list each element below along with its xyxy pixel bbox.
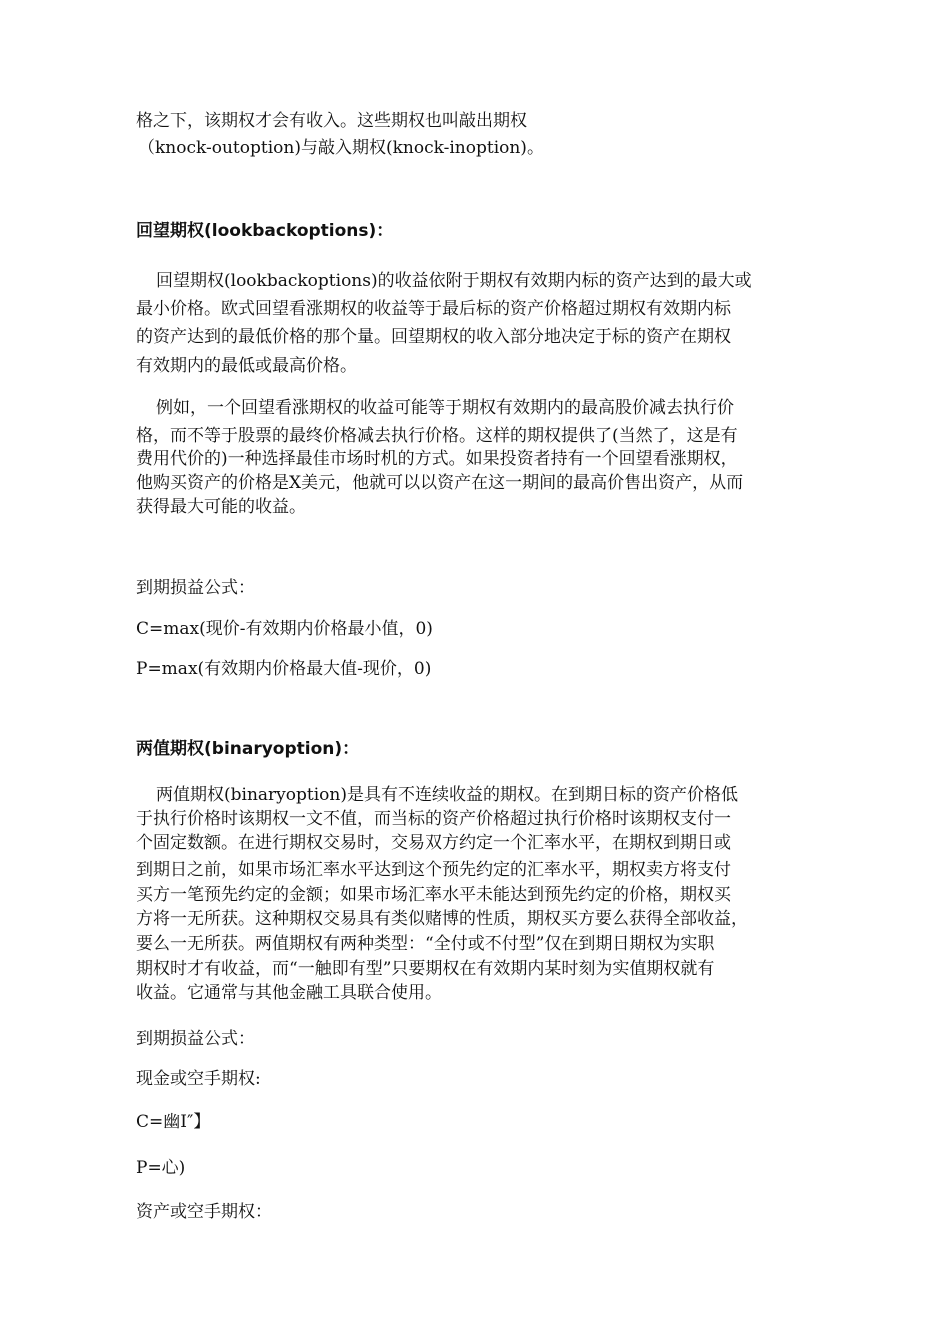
lookback-para1-line-3: 的资产达到的最低价格的那个量。回望期权的收入部分地决定于标的资产在期权 xyxy=(136,327,731,347)
binary-para-line-6: 方将一无所获。这种期权交易具有类似赌博的性质，期权买方要么获得全部收益， xyxy=(136,909,748,929)
binary-heading: 两值期权(binaryoption)： xyxy=(136,739,360,759)
binary-formula-label: 到期损益公式： xyxy=(136,1029,255,1049)
lookback-heading: 回望期权(lookbackoptions)： xyxy=(136,221,394,241)
binary-formula-c: C=幽I″】 xyxy=(136,1112,211,1132)
binary-para-line-2: 于执行价格时该期权一文不值，而当标的资产价格超过执行价格时该期权支付一 xyxy=(136,809,731,829)
lookback-para1-line-4: 有效期内的最低或最高价格。 xyxy=(136,356,357,376)
intro-line-1: 格之下，该期权才会有收入。这些期权也叫敲出期权 xyxy=(136,111,527,131)
binary-para-line-5: 买方一笔预先约定的金额；如果市场汇率水平未能达到预先约定的价格，期权买 xyxy=(136,885,731,905)
binary-para-line-4: 到期日之前，如果市场汇率水平达到这个预先约定的汇率水平，期权卖方将支付 xyxy=(136,860,731,880)
lookback-para2-line-3: 费用代价的)一种选择最佳市场时机的方式。如果投资者持有一个回望看涨期权， xyxy=(136,449,738,469)
binary-para-line-9: 收益。它通常与其他金融工具联合使用。 xyxy=(136,983,442,1003)
lookback-para2-line-4: 他购买资产的价格是X美元，他就可以以资产在这一期间的最高价售出资产，从而 xyxy=(136,473,744,493)
intro-line-2: （knock-outoption)与敲入期权(knock-inoption)。 xyxy=(138,138,544,158)
lookback-formula-p: P=max(有效期内价格最大值-现价，0) xyxy=(136,659,432,679)
lookback-para1-line-1: 回望期权(lookbackoptions)的收益依附于期权有效期内标的资产达到的最大或 xyxy=(156,271,752,291)
lookback-formula-label: 到期损益公式： xyxy=(136,578,255,598)
lookback-para2-line-1: 例如，一个回望看涨期权的收益可能等于期权有效期内的最高股价减去执行价 xyxy=(156,398,734,418)
binary-para-line-8: 期权时才有收益，而“一触即有型”只要期权在有效期内某时刻为实值期权就有 xyxy=(136,959,715,979)
binary-formula-p: P=心) xyxy=(136,1158,186,1178)
binary-para-line-3: 个固定数额。在进行期权交易时，交易双方约定一个汇率水平，在期权到期日或 xyxy=(136,833,731,853)
lookback-para1-line-2: 最小价格。欧式回望看涨期权的收益等于最后标的资产价格超过期权有效期内标 xyxy=(136,299,731,319)
lookback-formula-c: C=max(现价-有效期内价格最小值，0) xyxy=(136,619,433,639)
lookback-para2-line-2: 格，而不等于股票的最终价格减去执行价格。这样的期权提供了(当然了，这是有 xyxy=(136,426,738,446)
binary-para-line-7: 要么一无所获。两值期权有两种类型：“全付或不付型”仅在到期日期权为实职 xyxy=(136,934,715,954)
binary-para-line-1: 两值期权(binaryoption)是具有不连续收益的期权。在到期日标的资产价格低 xyxy=(156,785,738,805)
binary-cash-label: 现金或空手期权: xyxy=(136,1069,261,1089)
binary-asset-label: 资产或空手期权： xyxy=(136,1202,272,1222)
lookback-para2-line-5: 获得最大可能的收益。 xyxy=(136,497,306,517)
